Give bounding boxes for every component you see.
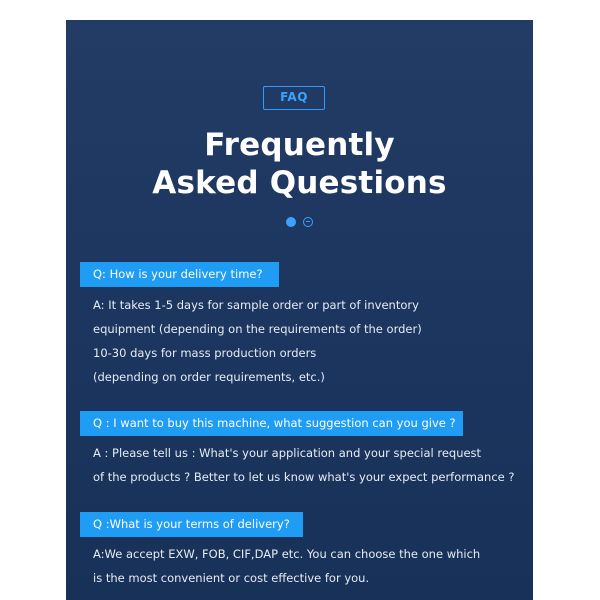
page-title-line1: Frequently xyxy=(204,127,395,163)
answer-line: A:We accept EXW, FOB, CIF,DAP etc. You can choose the one which xyxy=(93,547,481,561)
faq-badge: FAQ xyxy=(263,86,325,110)
faq-question-1: Q: How is your delivery time? xyxy=(80,262,279,287)
faq-answer-2 xyxy=(93,441,515,489)
answer-line: is the most convenient or cost effective for you. xyxy=(93,571,370,585)
dot-outline-icon[interactable] xyxy=(303,217,313,227)
pagination-dots xyxy=(286,217,316,227)
page-title-line2: Asked Questions xyxy=(152,165,447,201)
answer-line: A : Please tell us : What's your application and your special request xyxy=(93,446,482,460)
faq-answer-3 xyxy=(93,542,480,590)
answer-line: 10-30 days for mass production orders xyxy=(93,346,317,360)
faq-question-2: Q : I want to buy this machine, what suggestion can you give ? xyxy=(80,411,463,436)
faq-answer-1 xyxy=(93,293,422,389)
faq-question-3: Q :What is your terms of delivery? xyxy=(80,512,303,537)
answer-line: A: It takes 1-5 days for sample order or part of inventory xyxy=(93,298,419,312)
dot-filled-icon[interactable] xyxy=(286,217,296,227)
answer-line: (depending on order requirements, etc.) xyxy=(93,370,325,384)
answer-line: equipment (depending on the requirements of the order) xyxy=(93,322,422,336)
answer-line: of the products ? Better to let us know what's your expect performance ? xyxy=(93,470,515,484)
